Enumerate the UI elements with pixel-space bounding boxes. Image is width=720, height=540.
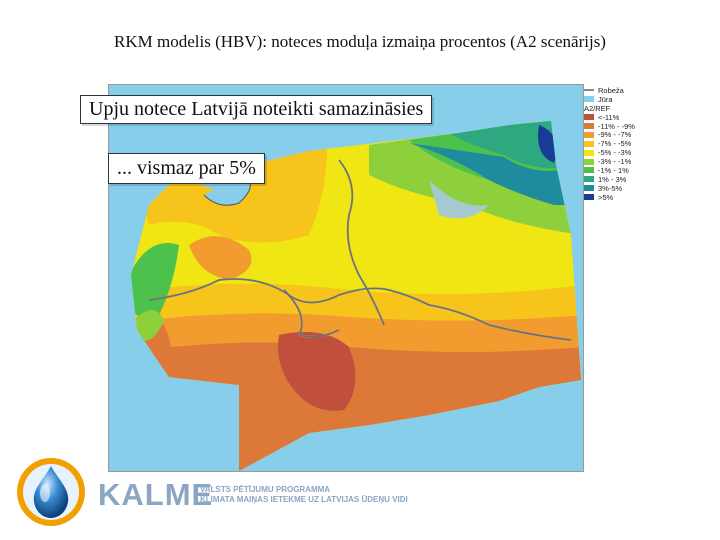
slide-title: RKM modelis (HBV): noteces moduļa izmaiņa procentos (A2 scenārijs)	[114, 32, 606, 51]
legend-swatch-icon	[584, 185, 594, 191]
logo-wordmark: KALME	[98, 477, 214, 512]
legend-class-row	[584, 122, 660, 131]
legend-scenario-row	[584, 104, 660, 113]
legend-swatch-icon	[584, 167, 594, 173]
legend-class-label: -9% - -7%	[598, 130, 632, 140]
legend-class-label: 3%-5%	[598, 183, 623, 193]
legend-sea-label: Jūra	[598, 94, 613, 104]
legend-class-label: -3% - -1%	[598, 157, 632, 167]
runoff-change-map	[108, 84, 584, 472]
legend-swatch-icon	[584, 114, 594, 120]
legend-swatch-icon	[584, 176, 594, 182]
legend-class-label: -5% - -3%	[598, 148, 632, 158]
legend-classes	[584, 113, 660, 202]
legend-class-row	[584, 184, 660, 193]
callout-main: Upju notece Latvijā noteikti samazināsies	[80, 95, 432, 124]
legend-sea-row	[584, 95, 660, 104]
legend-swatch-icon	[584, 194, 594, 200]
legend-class-label: -11% - -9%	[598, 121, 635, 131]
legend-border-row	[584, 86, 660, 95]
map-canvas	[109, 85, 583, 471]
legend-border-label: Robeža	[598, 85, 624, 95]
legend-swatch-icon	[584, 132, 594, 138]
legend-swatch-icon	[584, 159, 594, 165]
legend-class-label: 1% - 3%	[598, 174, 627, 184]
sea-swatch-icon	[584, 96, 594, 102]
legend-class-row	[584, 139, 660, 148]
legend-class-label: <-11%	[598, 112, 620, 122]
legend-class-label: -1% - 1%	[598, 165, 629, 175]
map-legend	[584, 86, 660, 472]
legend-class-row	[584, 193, 660, 202]
legend-scenario-label: A2/REF	[584, 103, 611, 113]
legend-class-row	[584, 113, 660, 122]
water-drop-icon	[14, 455, 88, 529]
legend-class-row	[584, 157, 660, 166]
border-line-icon	[584, 89, 594, 91]
program-line-1: VALSTS PĒTĪJUMU PROGRAMMA	[200, 485, 331, 494]
legend-class-row	[584, 148, 660, 157]
legend-swatch-icon	[584, 141, 594, 147]
program-line-2: KLIMATA MAIŅAS IETEKME UZ LATVIJAS ŪDEŅU VIDI	[200, 495, 408, 504]
legend-class-row	[584, 175, 660, 184]
legend-class-row	[584, 166, 660, 175]
legend-swatch-icon	[584, 123, 594, 129]
program-text	[200, 485, 460, 505]
legend-class-label: -7% - -5%	[598, 139, 632, 149]
callout-sub: ... vismaz par 5%	[108, 153, 265, 184]
legend-swatch-icon	[584, 150, 594, 156]
legend-class-label: >5%	[598, 192, 614, 202]
legend-class-row	[584, 130, 660, 139]
